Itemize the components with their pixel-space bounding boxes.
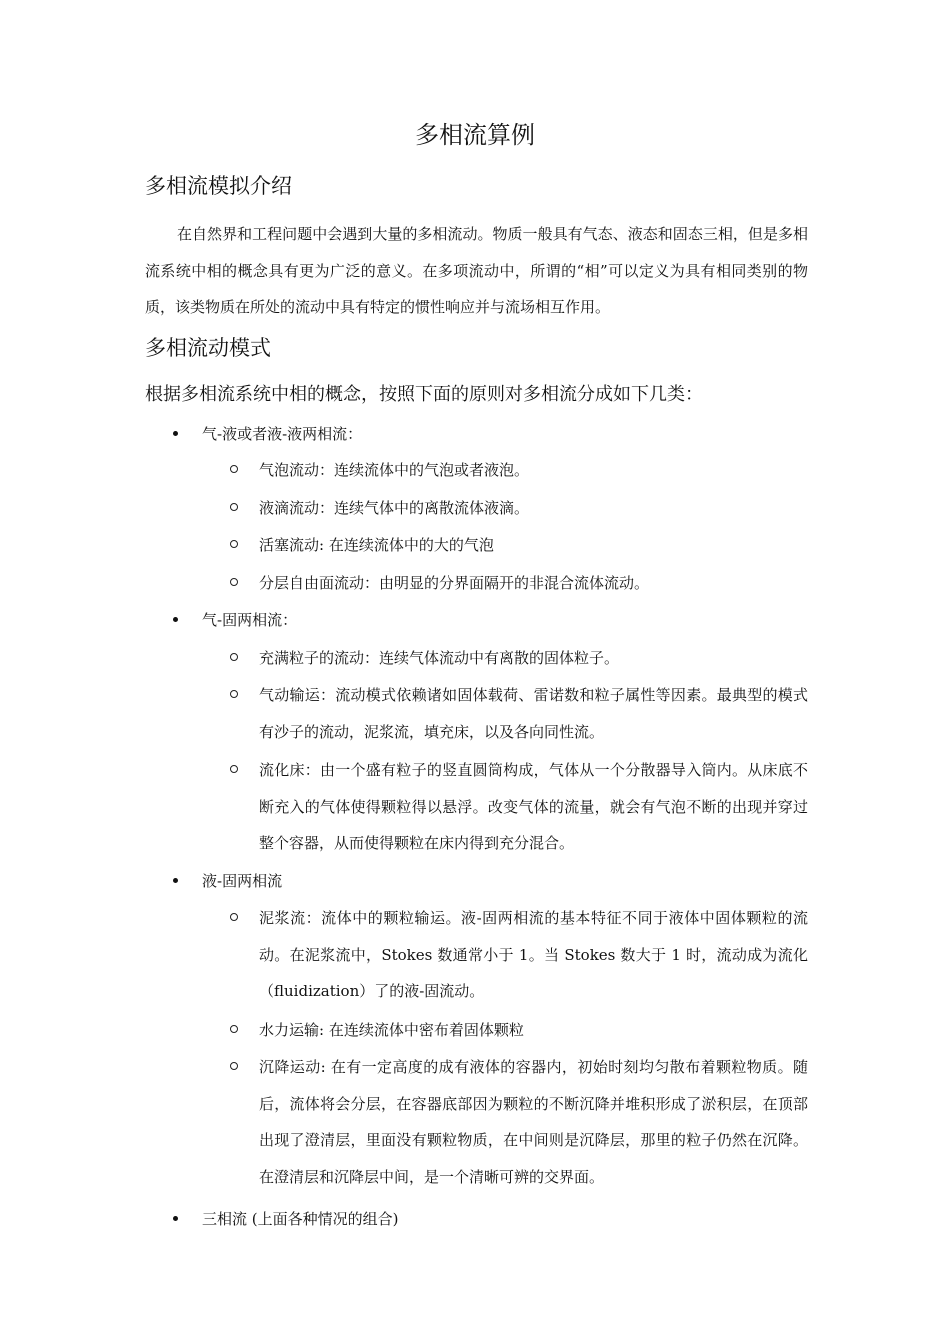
list-item — [259, 1049, 808, 1195]
bullet-circle-icon — [230, 765, 238, 773]
intro-paragraph: 在自然界和工程问题中会遇到大量的多相流动。物质一般具有气态、液态和固态三相，但是多相流系统中相的概念具有更为广泛的意义。在多项流动中，所谓的“相”可以定义为具有相同类别的物质，该类物质在所处的流动中具有特定的惯性响应并与流场相互作用。 — [145, 225, 808, 316]
list-item — [259, 490, 808, 527]
item-text: 活塞流动: 在连续流体中的大的气泡 — [259, 536, 494, 554]
group-label-gas-liquid: 气-液或者液-液两相流： — [202, 425, 363, 443]
list-item — [259, 527, 808, 564]
item-text: 分层自由面流动：由明显的分界面隔开的非混合流体流动。 — [259, 574, 650, 592]
item-text: 水力运输: 在连续流体中密布着固体颗粒 — [259, 1021, 524, 1039]
bullet-circle-icon — [230, 578, 238, 586]
bullet-dot-icon — [173, 617, 178, 622]
list-item — [202, 1207, 398, 1231]
item-text: 充满粒子的流动：连续气体流动中有离散的固体粒子。 — [259, 649, 620, 667]
bullet-circle-icon — [230, 1025, 238, 1033]
list-item — [259, 452, 808, 489]
classification-lead: 根据多相流系统中相的概念，按照下面的原则对多相流分成如下几类： — [145, 384, 703, 405]
list-item — [259, 677, 808, 750]
item-text: 气泡流动：连续流体中的气泡或者液泡。 — [259, 461, 530, 479]
list-item — [202, 608, 297, 632]
list-item — [259, 565, 808, 602]
item-text: 沉降运动: 在有一定高度的成有液体的容器内，初始时刻均匀散布着颗粒物质。随后，流体将会分层，在容器底部因为颗粒的不断沉降并堆积形成了淤积层，在顶部出现了澄清层，里面没有颗粒物质，在中间则是沉降层，那里的粒子仍然在沉降。在澄清层和沉降层中间，是一个清晰可辨的交界面。 — [259, 1058, 808, 1186]
section-heading-modes: 多相流动模式 — [145, 336, 271, 360]
list-item — [259, 1012, 808, 1049]
item-text: 液滴流动：连续气体中的离散流体液滴。 — [259, 499, 530, 517]
group-label-three-phase: 三相流 (上面各种情况的组合) — [202, 1210, 399, 1228]
bullet-circle-icon — [230, 653, 238, 661]
bullet-dot-icon — [173, 878, 178, 883]
bullet-dot-icon — [173, 431, 178, 436]
bullet-dot-icon — [173, 1216, 178, 1221]
bullet-circle-icon — [230, 465, 238, 473]
section-heading-intro: 多相流模拟介绍 — [145, 174, 292, 198]
group-label-gas-solid: 气-固两相流： — [202, 611, 298, 629]
item-text: 泥浆流：流体中的颗粒输运。液-固两相流的基本特征不同于液体中固体颗粒的流动。在泥浆流中，Stokes 数通常小于 1。当 Stokes 数大于 1 时，流动成为流化（fluidization）了的液-固流动。 — [259, 909, 808, 1000]
bullet-circle-icon — [230, 503, 238, 511]
bullet-circle-icon — [230, 913, 238, 921]
bullet-circle-icon — [230, 1062, 238, 1070]
group-label-liquid-solid: 液-固两相流 — [202, 872, 283, 890]
list-item — [202, 869, 282, 893]
bullet-circle-icon — [230, 540, 238, 548]
item-text: 流化床：由一个盛有粒子的竖直圆筒构成，气体从一个分散器导入筒内。从床底不断充入的气体使得颗粒得以悬浮。改变气体的流量，就会有气泡不断的出现并穿过整个容器，从而使得颗粒在床内得到充分混合。 — [259, 761, 808, 852]
list-item — [259, 752, 808, 862]
list-item — [202, 422, 362, 446]
list-item — [259, 900, 808, 1010]
item-text: 气动输运：流动模式依赖诸如固体载荷、雷诺数和粒子属性等因素。最典型的模式有沙子的流动，泥浆流，填充床，以及各向同性流。 — [259, 686, 808, 741]
bullet-circle-icon — [230, 690, 238, 698]
list-item — [259, 640, 808, 677]
page-title: 多相流算例 — [415, 121, 535, 149]
